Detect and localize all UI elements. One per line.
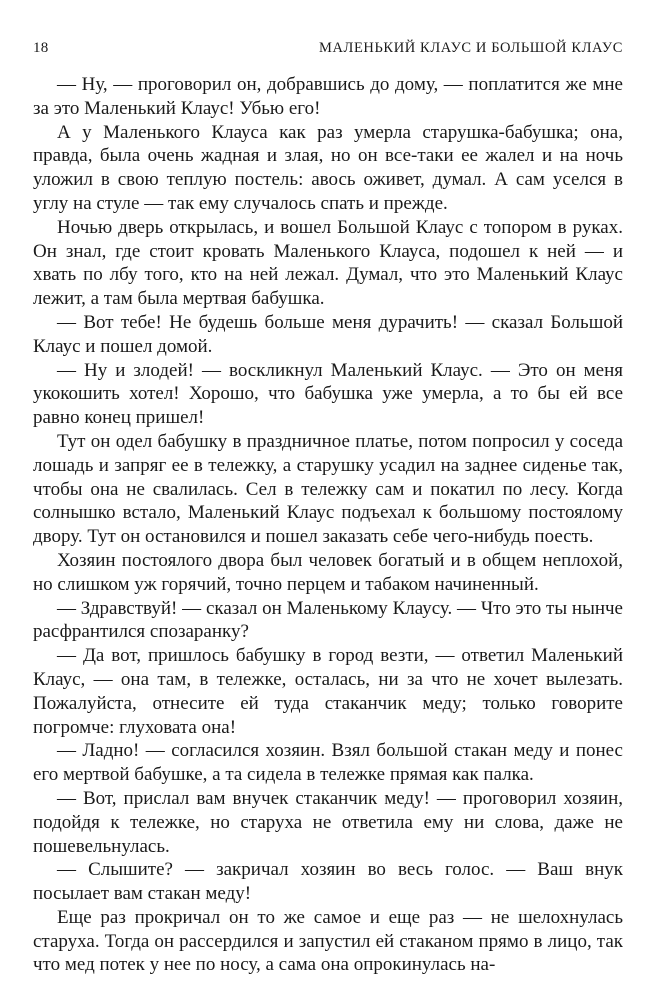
paragraph: Тут он одел бабушку в праздничное платье, потом попросил у соседа лошадь и запряг ее в тележку, а старушку усадил на заднее сиденье так, чтобы она не свалилась. Сел в тележку сам и покатил по лесу. Когда солнышко встало, Маленький Клаус подъехал к большому постоялому двору. Тут он остановился и пошел заказать себе чего-нибудь поесть. [33, 430, 623, 548]
paragraph: — Ну, — проговорил он, добравшись до дому, — поплатится же мне за это Маленький Клаус! Убью его! [33, 74, 623, 119]
page-number: 18 [33, 40, 49, 56]
paragraph: А у Маленького Клауса как раз умерла старушка-бабушка; она, правда, была очень жадная и злая, но он все-таки ее жалел и на ночь уложил в свою теплую постель: авось оживет, думал. А сам уселся в углу на стуле — так ему случалось спать и прежде. [33, 121, 623, 214]
paragraph: — Да вот, пришлось бабушку в город везти, — ответил Маленький Клаус, — она там, в тележке, осталась, ни за что не хочет вылезать. Пожалуйста, отнесите ей туда стаканчик меду; только говорите погромче: глуховата она! [33, 645, 623, 738]
paragraph: — Вот тебе! Не будешь больше меня дурачить! — сказал Большой Клаус и пошел домой. [33, 311, 623, 357]
paragraph: Ночью дверь открылась, и вошел Большой Клаус с топором в руках. Он знал, где стоит кровать Маленького Клауса, подошел к ней — и хвать по лбу того, кто на ней лежал. Думал, что это Маленький Клаус лежит, а там была мертвая бабушка. [33, 216, 623, 310]
paragraph: Еще раз прокричал он то же самое и еще раз — не шелохнулась старуха. Тогда он рассердился и запустил ей стаканом прямо в лицо, так что мед потек у нее по носу, а сама она опрокинулась на- [33, 906, 623, 976]
body-text [33, 73, 623, 977]
paragraph: — Ладно! — согласился хозяин. Взял большой стакан меду и понес его мертвой бабушке, а та сидела в тележке прямая как палка. [33, 740, 623, 786]
paragraph: — Здравствуй! — сказал он Маленькому Клаусу. — Что это ты нынче расфрантился спозаранку? [33, 597, 623, 643]
running-head [33, 40, 623, 57]
paragraph: — Ну и злодей! — воскликнул Маленький Клаус. — Это он меня укокошить хотел! Хорошо, что бабушка уже умерла, а то бы ей все равно конец пришел! [33, 359, 623, 429]
paragraph: Хозяин постоялого двора был человек богатый и в общем неплохой, но слишком уж горячий, точно перцем и табаком начиненный. [33, 549, 623, 595]
book-page [33, 40, 623, 977]
paragraph: — Вот, прислал вам внучек стаканчик меду! — проговорил хозяин, подойдя к тележке, но старуха не ответила ему ни слова, даже не пошевельнулась. [33, 787, 623, 857]
paragraph: — Слышите? — закричал хозяин во весь голос. — Ваш внук посылает вам стакан меду! [33, 859, 623, 905]
running-title: МАЛЕНЬКИЙ КЛАУС И БОЛЬШОЙ КЛАУС [318, 40, 623, 56]
